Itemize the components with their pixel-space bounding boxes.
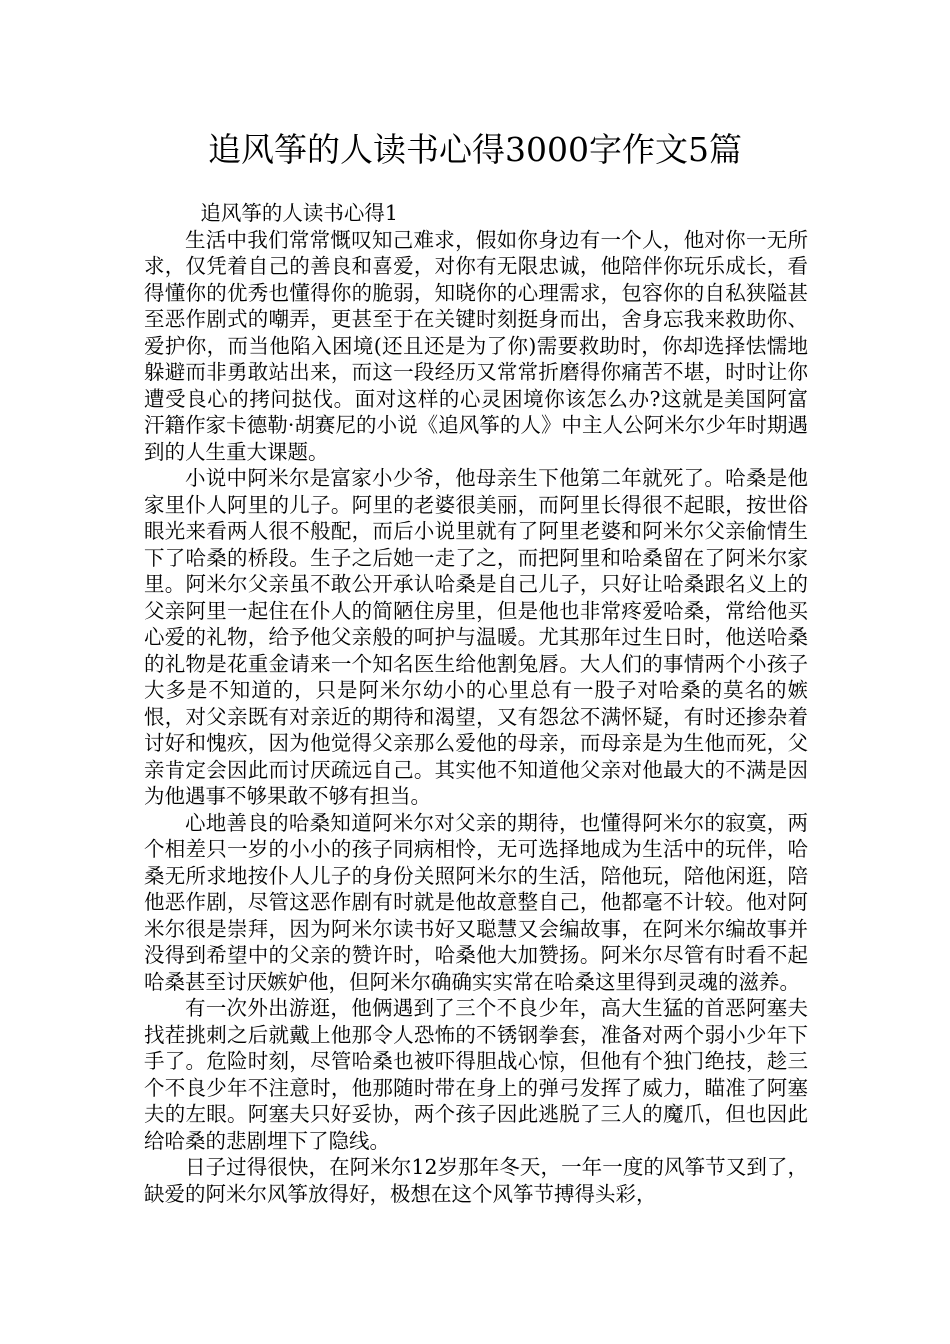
document-body <box>144 200 808 1207</box>
paragraph-4: 有一次外出游逛，他俩遇到了三个不良少年，高大生猛的首恶阿塞夫找茬挑刺之后就戴上他那令人恐怖的不锈钢拳套，准备对两个弱小少年下手了。危险时刻，尽管哈桑也被吓得胆战心惊，但他有个独门绝技，趁三个不良少年不注意时，他那随时带在身上的弹弓发挥了威力，瞄准了阿塞夫的左眼。阿塞夫只好妥协，两个孩子因此逃脱了三人的魔爪，但也因此给哈桑的悲剧埋下了隐线。 <box>144 996 808 1153</box>
paragraph-2: 小说中阿米尔是富家小少爷，他母亲生下他第二年就死了。哈桑是他家里仆人阿里的儿子。阿里的老婆很美丽，而阿里长得很不起眼，按世俗眼光来看两人很不般配，而后小说里就有了阿里老婆和阿米尔父亲偷情生下了哈桑的桥段。生子之后她一走了之，而把阿里和哈桑留在了阿米尔家里。阿米尔父亲虽不敢公开承认哈桑是自己儿子，只好让哈桑跟名义上的父亲阿里一起住在仆人的简陋住房里，但是他也非常疼爱哈桑，常给他买心爱的礼物，给予他父亲般的呵护与温暖。尤其那年过生日时，他送哈桑的礼物是花重金请来一个知名医生给他割兔唇。大人们的事情两个小孩子大多是不知道的，只是阿米尔幼小的心里总有一股子对哈桑的莫名的嫉恨，对父亲既有对亲近的期待和渴望，又有怨忿不满怀疑，有时还掺杂着讨好和愧疚，因为他觉得父亲那么爱他的母亲，而母亲是为生他而死，父亲肯定会因此而讨厌疏远自己。其实他不知道他父亲对他最大的不满是因为他遇事不够果敢不够有担当。 <box>144 466 808 808</box>
document-title: 追风筝的人读书心得3000字作文5篇 <box>208 130 742 169</box>
section-heading: 追风筝的人读书心得1 <box>200 201 398 225</box>
paragraph-5: 日子过得很快，在阿米尔12岁那年冬天，一年一度的风筝节又到了，缺爱的阿米尔风筝放得好，极想在这个风筝节搏得头彩， <box>144 1155 808 1206</box>
paragraph-1: 生活中我们常常慨叹知己难求，假如你身边有一个人，他对你一无所求，仅凭着自己的善良和喜爱，对你有无限忠诚，他陪伴你玩乐成长，看得懂你的优秀也懂得你的脆弱，知晓你的心理需求，包容你的自私狭隘甚至恶作剧式的嘲弄，更甚至于在关键时刻挺身而出，舍身忘我来救助你、爱护你，而当他陷入困境(还且还是为了你)需要救助时，你却选择怯懦地躲避而非勇敢站出来，而这一段经历又常常折磨得你痛苦不堪，时时让你遭受良心的拷问挞伐。面对这样的心灵困境你该怎么办?这就是美国阿富汗籍作家卡德勒·胡赛尼的小说《追风筝的人》中主人公阿米尔少年时期遇到的人生重大课题。 <box>144 227 808 464</box>
paragraph-3: 心地善良的哈桑知道阿米尔对父亲的期待，也懂得阿米尔的寂寞，两个相差只一岁的小小的孩子同病相怜，无可选择地成为生活中的玩伴，哈桑无所求地按仆人儿子的身份关照阿米尔的生活，陪他玩，陪他闲逛，陪他恶作剧，尽管这恶作剧有时就是他故意整自己，他都毫不计较。他对阿米尔很是崇拜，因为阿米尔读书好又聪慧又会编故事，在阿米尔编故事并没得到希望中的父亲的赞许时，哈桑他大加赞扬。阿米尔尽管有时看不起哈桑甚至讨厌嫉妒他，但阿米尔确确实实常在哈桑这里得到灵魂的滋养。 <box>144 810 808 994</box>
